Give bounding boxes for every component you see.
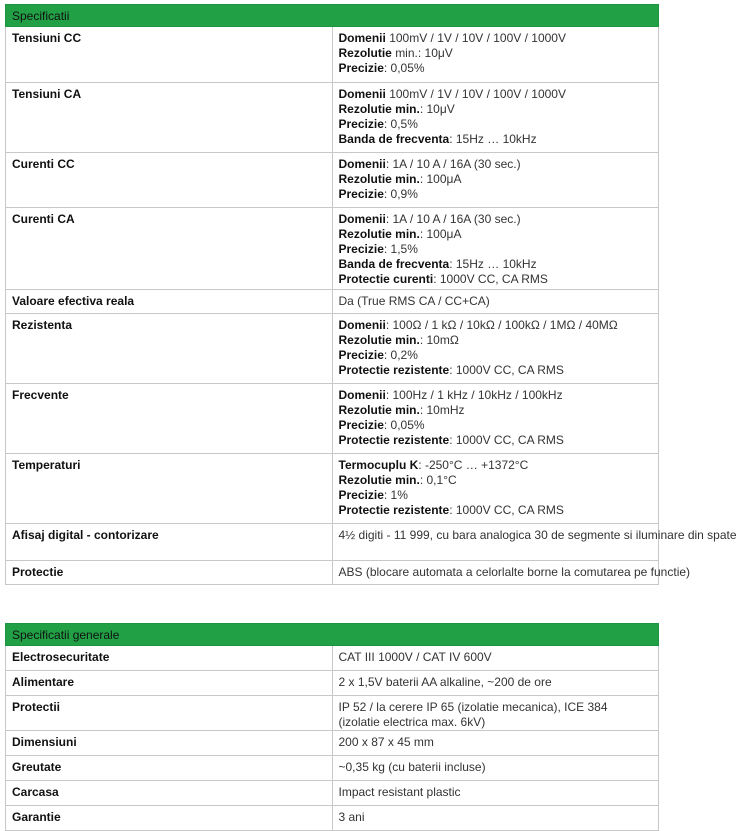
spec-detail-line [339,473,653,488]
spec-row [6,290,659,314]
spec-detail-line [339,458,653,473]
spec-row-details [332,153,659,208]
spec-detail-value: : 15Hz … 10kHz [449,132,537,146]
spec-detail-value: : 10mHz [419,403,465,417]
spec-detail-key: Protectie rezistente [338,503,450,517]
general-row-value: 2 x 1,5V baterii AA alkaline, ~200 de ore [332,671,659,696]
spec-detail-key: Domenii [338,87,386,101]
spec-detail-value: : 1000V CC, CA RMS [433,272,548,286]
general-row [6,696,659,731]
spec-detail-key: Precizie [338,187,384,201]
specifications-header-row [6,5,659,27]
spec-detail-line [339,212,653,227]
spec-detail-line [339,31,653,46]
spec-detail-value: 4½ digiti - 11 999, cu bara analogica 30 de segmente si iluminare din spate [338,528,737,542]
spec-detail-value: Da (True RMS CA / CC+CA) [338,294,490,308]
spec-row-details [332,454,659,524]
spec-row-label: Curenti CC [6,153,333,208]
spec-detail-line [339,132,653,147]
spec-detail-value: : 1A / 10 A / 16A (30 sec.) [385,212,521,226]
spec-detail-key: Domenii [338,31,386,45]
spec-detail-line [339,318,653,333]
specifications-table [5,4,737,585]
spec-detail-value: : 0,9% [383,187,418,201]
spec-detail-key: Termocuplu K [338,458,419,472]
spec-detail-line [339,503,653,518]
general-row-value: 3 ani [332,806,659,831]
general-row [6,756,659,781]
spec-detail-line [338,528,737,543]
spec-detail-value: : 100μA [419,172,462,186]
spec-row-details [332,27,659,83]
general-row-value: Impact resistant plastic [332,781,659,806]
spec-row [6,208,659,290]
spec-detail-key: Protectie curenti [338,272,434,286]
spec-detail-value: : 1000V CC, CA RMS [449,433,564,447]
specifications-body [6,27,737,585]
spec-detail-line [339,348,653,363]
spec-row-details [332,208,659,290]
general-row [6,671,659,696]
spec-detail-value: : 100μA [419,227,462,241]
spec-detail-key: Protectie rezistente [338,363,450,377]
spec-detail-key: Domenii [338,212,386,226]
spec-row [6,153,659,208]
spec-detail-value: : 0,1°C [419,473,457,487]
general-row-label: Protectii [6,696,333,731]
spec-detail-value: min.: 10μV [395,46,453,60]
spec-row-label: Protectie [6,561,333,585]
spec-detail-value: : 0,05% [383,61,425,75]
general-row [6,781,659,806]
spec-detail-key: Banda de frecventa [338,257,450,271]
spec-detail-line [338,565,691,580]
spec-detail-line [339,242,653,257]
spec-detail-value: : 0,5% [383,117,418,131]
specifications-title: Specificatii [6,5,659,27]
spec-detail-line [339,117,653,132]
spec-row-label: Afisaj digital - contorizare [6,524,333,561]
spec-row [6,384,659,454]
spec-detail-value: : 1,5% [383,242,418,256]
spec-row [6,561,659,585]
spec-detail-line [339,187,653,202]
spec-detail-key: Domenii [338,157,386,171]
general-row [6,806,659,831]
spec-detail-key: Domenii [338,318,386,332]
spec-detail-line [339,272,653,287]
general-specifications-title: Specificatii generale [6,624,659,646]
general-row-label: Alimentare [6,671,333,696]
spec-detail-key: Precizie [338,61,384,75]
spec-detail-line [339,294,653,309]
spec-detail-line [339,172,653,187]
general-row-value: 200 x 87 x 45 mm [332,731,659,756]
general-row-value: IP 52 / la cerere IP 65 (izolatie mecanica), ICE 384 (izolatie electrica max. 6kV) [332,696,659,731]
spec-detail-key: Precizie [338,488,384,502]
spec-row-details [332,314,659,384]
spec-detail-value: : 1% [383,488,408,502]
spec-detail-line [339,363,653,378]
spec-row-label: Curenti CA [6,208,333,290]
spec-detail-key: Rezolutie min. [338,333,420,347]
spec-detail-value: : 1000V CC, CA RMS [449,503,564,517]
spec-detail-value: : 10mΩ [419,333,459,347]
general-header-row [6,624,659,646]
spec-row-details [332,524,737,561]
spec-row-details [332,561,691,585]
spec-detail-line [339,433,653,448]
spec-row-label: Rezistenta [6,314,333,384]
general-row-label: Greutate [6,756,333,781]
spec-detail-line [339,87,653,102]
spec-detail-value: ABS (blocare automata a celorlalte borne la comutarea pe functie) [338,565,691,579]
spec-row-label: Frecvente [6,384,333,454]
spec-row-label: Temperaturi [6,454,333,524]
spec-detail-key: Precizie [338,348,384,362]
spec-detail-key: Rezolutie min. [338,403,420,417]
spec-detail-value: 100mV / 1V / 10V / 100V / 1000V [389,87,566,101]
spec-row [6,83,659,153]
spec-row [6,314,659,384]
spec-detail-line [339,418,653,433]
spec-detail-line [339,157,653,172]
general-specifications-body [6,646,659,831]
spec-row-details [332,290,659,314]
general-row-label: Electrosecuritate [6,646,333,671]
spec-detail-key: Precizie [338,242,384,256]
spec-detail-line [339,488,653,503]
spec-detail-key: Protectie rezistente [338,433,450,447]
general-row [6,731,659,756]
spec-detail-value: : 100Hz / 1 kHz / 10kHz / 100kHz [385,388,563,402]
spec-detail-value: : 10μV [419,102,455,116]
spec-detail-value: : 0,05% [383,418,425,432]
spec-detail-value: : 0,2% [383,348,418,362]
spec-detail-line [339,61,653,76]
spec-detail-value: : 1A / 10 A / 16A (30 sec.) [385,157,521,171]
spec-detail-line [339,333,653,348]
general-row-label: Carcasa [6,781,333,806]
general-row-value: ~0,35 kg (cu baterii incluse) [332,756,659,781]
spec-detail-key: Banda de frecventa [338,132,450,146]
spec-detail-line [339,46,653,61]
spec-detail-key: Domenii [338,388,386,402]
spec-detail-value: 100mV / 1V / 10V / 100V / 1000V [389,31,566,45]
spec-detail-line [339,227,653,242]
spec-row-label: Tensiuni CC [6,27,333,83]
spec-detail-value: : -250°C … +1372°C [418,458,529,472]
spec-row-label: Tensiuni CA [6,83,333,153]
spec-row [6,524,659,561]
spec-detail-value: : 15Hz … 10kHz [449,257,537,271]
spec-detail-key: Rezolutie min. [338,102,420,116]
spec-detail-line [339,388,653,403]
general-row-label: Garantie [6,806,333,831]
spec-detail-key: Rezolutie min. [338,172,420,186]
spec-detail-key: Rezolutie min. [338,227,420,241]
spec-detail-key: Rezolutie [338,46,392,60]
spec-row [6,454,659,524]
spec-detail-key: Precizie [338,117,384,131]
general-row [6,646,659,671]
spec-row-details [332,83,659,153]
spec-detail-line [339,102,653,117]
spec-detail-line [339,403,653,418]
spec-row [6,27,659,83]
spec-detail-value: : 100Ω / 1 kΩ / 10kΩ / 100kΩ / 1MΩ / 40MΩ [385,318,618,332]
general-specifications-table [5,623,659,831]
spec-detail-value: : 1000V CC, CA RMS [449,363,564,377]
spec-row-details [332,384,659,454]
spec-detail-key: Rezolutie min. [338,473,420,487]
spec-detail-key: Precizie [338,418,384,432]
general-row-label: Dimensiuni [6,731,333,756]
spec-detail-line [339,257,653,272]
general-row-value: CAT III 1000V / CAT IV 600V [332,646,659,671]
spec-row-label: Valoare efectiva reala [6,290,333,314]
